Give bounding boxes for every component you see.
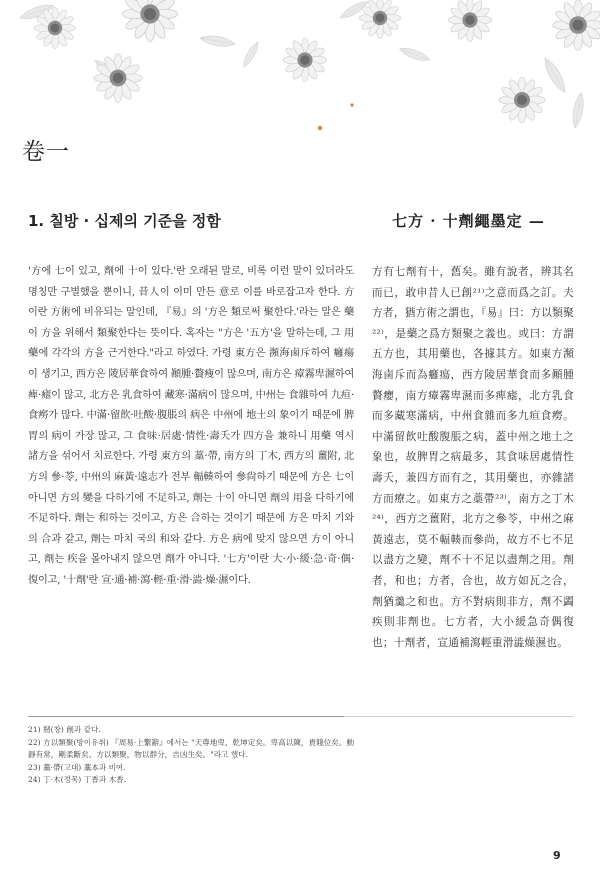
footnote-24: 24) 丁·木(정목) 丁香과 木香. [28,775,127,784]
footnote-22: 22) 方以類聚(방이유취) 『周易·上繫辭』에서는 "天尊地卑，乾坤定矣。卑高以陳，貴賤位矣。動靜有常，剛柔斷矣。方以類聚，物以群分，吉凶生矣。"라고 했다. [28,737,355,759]
section-title-chinese: 七方 · 十劑繩墨定 — [392,212,545,230]
chinese-original-body [372,262,574,653]
page-number: 9 [553,849,561,862]
footnote-21: 21) 剏(창) 創과 같다. [28,725,101,734]
chapter-title: 卷一 [22,139,70,164]
chinese-paragraph: 方有七劑有十，舊矣。雖有說者，辨其名而已，敢申昔人已創²¹⁾之意而爲之訂。夫方者，猶方術之謂也，『易』曰：方以類聚²²⁾，是藥之爲方類聚之義也。或曰：方謂五方也，其用藥也，各據其方。如東方瀕海鹵斥而為癰瘍，西方陵居華食而多顚腫贅癭，南方瘴霧卑濕而多痺瘧，北方乳食而多藏寒滿病，中州食雜而多九疸食癆。中滿留飮吐酸腹脹之病，蓋中州之地土之象也，故脾胃之病最多，其食味居處情性壽夭，兼四方而有之，其用藥也，亦雜諸方而療之。如東方之藁帶²³⁾，南方之丁木²⁴⁾，西方之薑附，北方之參苓，中州之麻黃遠志，莫不輻輳而參尚，故方不七不足以盡方之變，劑不十不足以盡劑之用。劑者，和也；方者，合也，故方如瓦之合，劑猶羹之和也。方不對病則非方，劑不蠲疾則非劑也。七方者，大小緩急奇偶復也；十劑者，宣通補瀉輕重滑澁燥濕也。 [372,266,574,649]
korean-paragraph: '方에 七이 있고, 劑에 十이 있다.'란 오래된 말로, 비록 이런 말이 있더라도 명칭만 구별했을 뿐이니, 昔人이 이미 만든 意로 이를 바로잡고자 한다. 方이란 方術에 비유되는 말인데, 『易』의 '方은 類로써 聚한다.'라는 말은 藥이 方을 위해서 類聚한다는 뜻이다. 혹자는 "方은 '五方'을 말하는데, 그 用藥에 각각의 方을 근거한다."라고 하였다. 가령 東方은 瀕海鹵斥하여 癰瘍이 생기고, 西方은 陵居華食하여 顚腫·贅瘦이 많으며, 南方은 瘴霧卑濕하여 痺·瘧이 많고, 北方은 乳食하여 藏寒·滿病이 많으며, 中州는 食雜하여 九疸·食癆가 많다. 中滿·留飮·吐酸·腹脹의 病은 中州에 地土의 象이기 때문에 脾胃의 病이 가장 많고, 그 食味·居處·情性·壽夭가 四方을 兼하니 用藥 역시 諸方을 섞어서 치료한다. 가령 東方의 藁·帶, 南方의 丁木, 西方의 薑附, 北方의 參·苓, 中州의 麻黃·遠志가 전부 輻輳하여 參尙하기 때문에 方은 七이 아니면 方의 變을 다하기에 不足하고, 劑는 十이 아니면 劑의 用을 다하기에 不足하다. 劑는 和하는 것이고, 方은 合하는 것이기 때문에 方은 마치 기와의 合과 같고, 劑는 마치 국의 和와 같다. 方은 病에 맞지 않으면 方이 아니고, 劑는 疾을 몰아내지 않으면 劑가 아니다. '七方'이란 大·小·緩·急·奇·偶·復이고, '十劑'란 宣·通·補·瀉·輕·重·滑·澁·燥·濕이다. [28,266,354,586]
footnotes [28,724,358,787]
footnote-23: 23) 藁·帶(고대) 藁本과 비여. [28,762,126,772]
korean-translation-body [28,262,354,592]
floral-header-illustration [0,0,600,150]
footnote-divider-accent [28,716,344,717]
section-title-korean: 1. 칠방 · 십제의 기준을 정함 [28,212,221,230]
